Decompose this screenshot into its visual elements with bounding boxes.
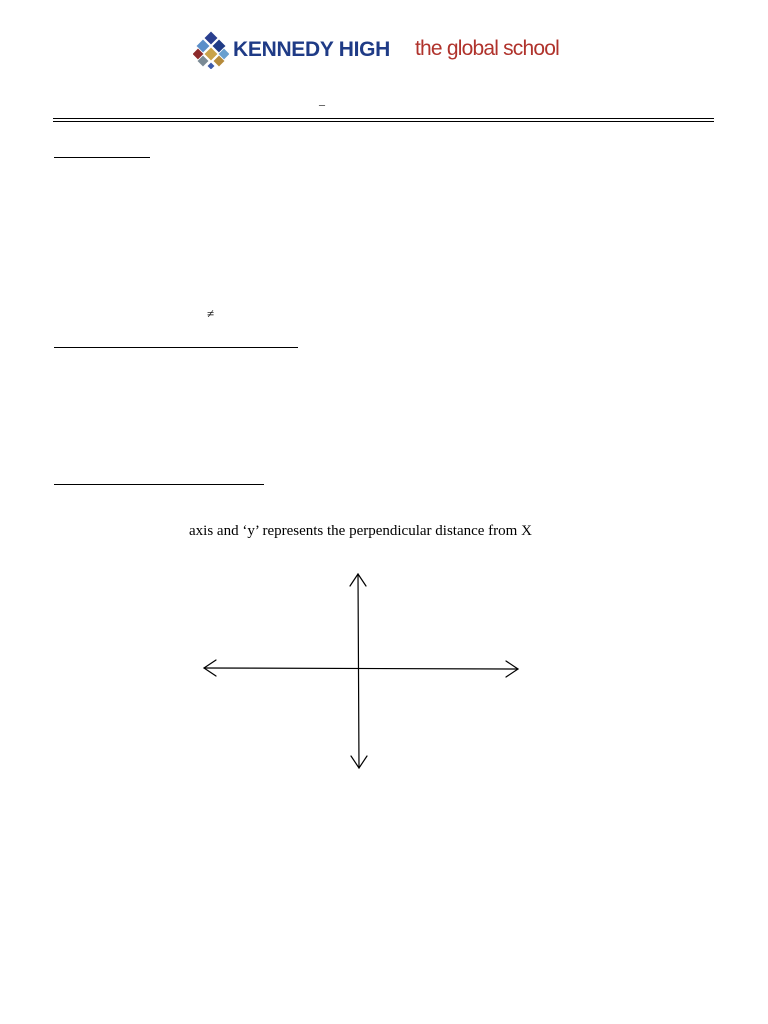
- section-heading-underline-1: [54, 157, 150, 158]
- header-rule-bottom: [53, 121, 714, 122]
- logo-school-name: KENNEDY HIGH: [233, 38, 391, 61]
- logo-tagline: the global school: [415, 37, 560, 60]
- x-axis-line: [204, 668, 518, 669]
- axis-caption: axis and ‘y’ represents the perpendicular distance from X: [189, 523, 532, 539]
- not-equal-symbol: ≠: [207, 306, 215, 321]
- coordinate-axes-diagram: [198, 568, 524, 774]
- diamond-cluster-logo-icon: [193, 31, 229, 69]
- y-axis-line: [358, 574, 359, 768]
- header-rule-top: [53, 118, 714, 119]
- header-dash: –: [319, 97, 325, 111]
- section-heading-underline-3: [54, 484, 264, 485]
- section-heading-underline-2: [54, 347, 298, 348]
- school-logo: [193, 31, 560, 71]
